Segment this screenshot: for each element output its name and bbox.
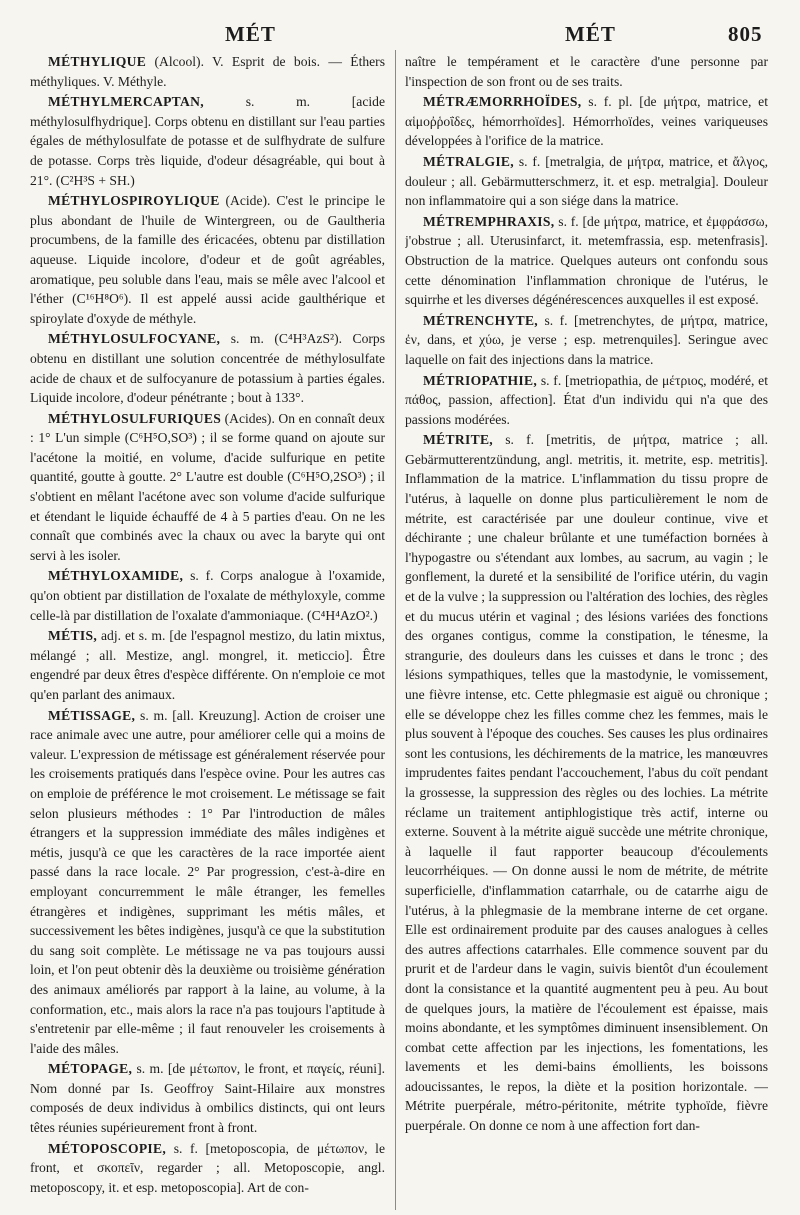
right-column bbox=[405, 52, 768, 1212]
dictionary-entry bbox=[405, 371, 768, 430]
entry-headword: MÉTRITE, bbox=[423, 432, 494, 448]
dictionary-entry bbox=[30, 626, 385, 704]
entry-headword: MÉTHYLOXAMIDE, bbox=[48, 568, 184, 584]
entry-text: (Acides). On en connaît deux : 1° L'un simple (C⁶H⁵O,SO³) ; il se forme quand on ajoute sur l'acétone la moitié, en volume, d'acide sulfurique en petite quantité, goutte à goutte. 2° L'autre est double (C⁶H⁵O,2SO³) ; il s'obtient en mêlant l'acétone avec son volume d'acide sulfurique et étendant le liquide échauffé de 4 à 5 parties d'eau. On ne les connaît que combinés avec la chaux ou avec la baryte qui ont servi à les isoler. bbox=[30, 410, 385, 563]
dictionary-entry bbox=[30, 1139, 385, 1198]
entry-text: s. f. [metoposcopia, de μέτωπον, le front, et σκοπεῖν, regarder ; all. Metoposcopie, angl. metoposcopy, it. et esp. metoposcopia]. Art de con- bbox=[30, 1140, 385, 1195]
entry-headword: MÉTRENCHYTE, bbox=[423, 312, 539, 328]
column-divider bbox=[395, 50, 396, 1210]
entry-headword: MÉTHYLIQUE bbox=[48, 54, 147, 69]
entry-headword: MÉTHYLOSULFOCYANE, bbox=[48, 331, 221, 347]
entry-text: s. f. [metritis, de μήτρα, matrice ; all. Gebärmutterentzündung, angl. metritis, it. metrite, esp. metritis]. Inflammation de la matrice. L'inflammation du tissu propre de l'utérus, à laquelle on donne plus particulièrement le nom de métrite, est caractérisée par une douleur continue, vive et déchirante ; une chaleur brûlante et une tuméfaction bornées à l'hypogastre ou s'étendant aux lombes, au sacrum, au vagin ; le gonflement, la dureté et la sensibilité de l'orifice utérin, du vagin et de la vulve ; la suppression ou l'altération des lochies, des règles et du mucus utérin et vaginal ; des lésions variées des fonctions des organes contigus, comme la constipation, le ténesme, la strangurie, des douleurs dans les cuisses et dans le tronc ; des lésions sympathiques, telles que la mastodynie, le vomissement, une fièvre intense, etc. Cette phlegmasie est aiguë ou chronique ; elle se développe chez les filles comme chez les femmes, mais le plus souvent à l'époque des couches. Ses causes les plus ordinaires sont les contusions, les déchirements de la matrice, les manœuvres imprudentes faites pendant l'accouchement, l'abus du coït pendant la grossesse, la suppression des règles ou des lochies. La métrite réclame un traitement antiphlogistique très actif, interne ou externe. Souvent à la métrite aiguë succède une métrite chronique, à laquelle il faut rapporter beaucoup d'écoulements leucorrhéiques. — On donne aussi le nom de métrite, de métrite superficielle, d'inflammation catarrhale, ou de catarrhe aigu de l'utérus, à la phlegmasie de la membrane interne de cet organe. Elle est ordinairement produite par des causes analogues à celles des autres affections catarrhales. Elle commence souvent par du prurit et de l'ardeur dans le vagin, suivis bientôt d'un écoulement dont la consistance et la quantité augmentent peu à peu. Au bout de quelques jours, la matière de l'écoulement est épaisse, mais moins abondante, et les symptômes diminuent insensiblement. On combat cette affection par les injections, les fomentations, les lavements et les demi-bains émollients, les boissons adoucissantes, le repos, la diète et la position horizontale. — Métrite puerpérale, métro-péritonite, métrite typhoïde, fièvre puerpérale. On donne ce nom à une affection fort dan- bbox=[405, 432, 768, 1134]
entry-headword: MÉTHYLOSULFURIQUES bbox=[48, 410, 222, 426]
entry-text: (Acide). C'est le principe le plus abondant de l'huile de Wintergreen, ou de Gaultheria procumbens, de la famille des éricacées, obtenu par distillation aqueuse. Liquide incolore, d'odeur et de goût agréables, aromatique, peu soluble dans l'eau, mais se mêle avec l'alcool et l'éther (C¹⁶H⁸O⁶). Il est appelé aussi acide gaulthérique et spiroylate d'oxyde de méthyle. bbox=[30, 193, 385, 326]
entry-text: (Alcool). V. Esprit de bois. — Éthers méthyliques. V. Méthyle. bbox=[30, 54, 385, 89]
header-right-keyword: MÉT bbox=[565, 22, 616, 46]
dictionary-entry bbox=[30, 52, 385, 91]
dictionary-entry bbox=[30, 566, 385, 625]
entry-headword: MÉTOPAGE, bbox=[48, 1061, 133, 1077]
entry-headword: MÉTISSAGE, bbox=[48, 707, 136, 723]
entry-text: s. m. (C⁴H³AzS²). Corps obtenu en distillant une solution concentrée de méthylosulfate acide de chaux et de sulfocyanure de potassium à parties égales. Liquide incolore, d'odeur pénétrante ; bout à 133°. bbox=[30, 331, 385, 406]
dictionary-entry bbox=[405, 92, 768, 151]
dictionary-entry bbox=[30, 409, 385, 566]
entry-headword: MÉTREMPHRAXIS, bbox=[423, 213, 555, 229]
entry-text: s. m. [all. Kreuzung]. Action de croiser une race animale avec une autre, pour améliorer celle qui a moins de valeur. L'expression de métissage est généralement réservée pour les croisements pratiqués dans l'espèce ovine. Pour les autres cas on emploie de préférence le mot croisement. Le métissage se fait selon plusieurs méthodes : 1° Par l'introduction de mâles étrangers et la suppression immédiate des mâles indigènes et métis, jusqu'à ce que les caractères de la race importée aient passé dans la race locale. 2° Par progression, c'est-à-dire en employant concurremment le mâle étranger, les femelles étrangères et indigènes, supprimant les métis mâles, et successivement les bêtes indigènes, jusqu'à ce que la substitution du sang soit complète. Le métissage ne va pas toujours aussi loin, et l'on peut obtenir dès la deuxième ou troisième génération des animaux améliorés par rapport à la laine, au volume, à la conformation, etc., mais alors la race n'a pas toujours l'aptitude à s'entretenir par elle-même ; il faut renouveler les croisements à l'aide des mâles. bbox=[30, 707, 385, 1056]
left-column bbox=[30, 52, 385, 1212]
entry-text: s. f. Corps analogue à l'oxamide, qu'on obtient par distillation de l'oxalate de méthyloxyle, comme celle-là par distillation de l'oxalate d'ammoniaque. (C⁴H⁴AzO².) bbox=[30, 568, 385, 623]
entry-headword: MÉTIS, bbox=[48, 628, 98, 644]
entry-text: adj. et s. m. [de l'espagnol mestizo, du latin mixtus, mélangé ; all. Mestize, angl. mongrel, it. meticcio]. Être engendré par deux êtres d'espèce différente. On n'emploie ce mot qu'en parlant des animaux. bbox=[30, 628, 385, 702]
entry-text: s. f. pl. [de μήτρα, matrice, et αἱμοῤῥοΐδες, hémorrhoïdes]. Hémorrhoïdes, veines variqueuses développées à l'orifice de la matrice. bbox=[405, 94, 768, 149]
entry-headword: MÉTRÆMORRHOÏDES, bbox=[423, 94, 582, 110]
entry-headword: MÉTHYLMERCAPTAN, bbox=[48, 94, 204, 110]
dictionary-entry bbox=[30, 329, 385, 407]
entry-text: s. f. [metralgia, de μήτρα, matrice, et ἄλγος, douleur ; all. Gebärmutterschmerz, it. et esp. metralgia]. Douleur non inflammatoire qui a son siége dans la matrice. bbox=[405, 153, 768, 209]
dictionary-entry bbox=[30, 1059, 385, 1137]
page-header bbox=[0, 22, 800, 52]
header-left-keyword: MÉT bbox=[225, 22, 276, 46]
entry-headword: MÉTRALGIE, bbox=[423, 153, 514, 169]
entry-text: naître le tempérament et le caractère d'une personne par l'inspection de son front ou de ses traits. bbox=[405, 54, 768, 89]
entry-text: s. m. [acide méthylosulfhydrique]. Corps obtenu en distillant sur l'eau parties égales de méthylosulfate de potasse et de sulfhydrate de sulfure de potasse. Corps très liquide, d'odeur désagréable, qui bout à 21°. (C²H³S + SH.) bbox=[30, 94, 385, 188]
dictionary-entry bbox=[30, 191, 385, 328]
dictionary-entry bbox=[405, 430, 768, 1135]
dictionary-entry bbox=[405, 152, 768, 211]
dictionary-entry bbox=[30, 706, 385, 1059]
dictionary-entry bbox=[30, 92, 385, 190]
entry-headword: MÉTOPOSCOPIE, bbox=[48, 1140, 167, 1156]
entry-headword: MÉTHYLOSPIROYLIQUE bbox=[48, 193, 220, 209]
dictionary-entry bbox=[405, 311, 768, 370]
entry-headword: MÉTRIOPATHIE, bbox=[423, 372, 538, 388]
dictionary-entry-continuation bbox=[405, 52, 768, 91]
page-number: 805 bbox=[728, 22, 763, 46]
entry-text: s. f. [de μήτρα, matrice, et ἐμφράσσω, j'obstrue ; all. Uterusinfarct, it. metemfrassia, esp. metenfrasis]. Obstruction de la matrice. Quelques auteurs ont confondu sous cette dénomination l'inflammation chronique de l'utérus, le squirrhe et les diverses dégénérescences auxquelles il est exposé. bbox=[405, 213, 768, 308]
dictionary-entry bbox=[405, 212, 768, 310]
entry-text: s. m. [de μέτωπον, le front, et παγείς, réuni]. Nom donné par Is. Geoffroy Saint-Hilaire aux monstres composés de deux individus à ombilics distincts, qui ont leurs têtes réunies supérieurement front à front. bbox=[30, 1061, 385, 1136]
entry-text: s. f. [metrenchytes, de μήτρα, matrice, ἐν, dans, et χύω, je verse ; esp. metrenquiles]. Seringue avec laquelle on fait des injections dans la matrice. bbox=[405, 312, 768, 367]
entry-text: s. f. [metriopathia, de μέτριος, modéré, et πάθος, passion, affection]. État d'un individu qui n'a que des passions modérées. bbox=[405, 372, 768, 427]
